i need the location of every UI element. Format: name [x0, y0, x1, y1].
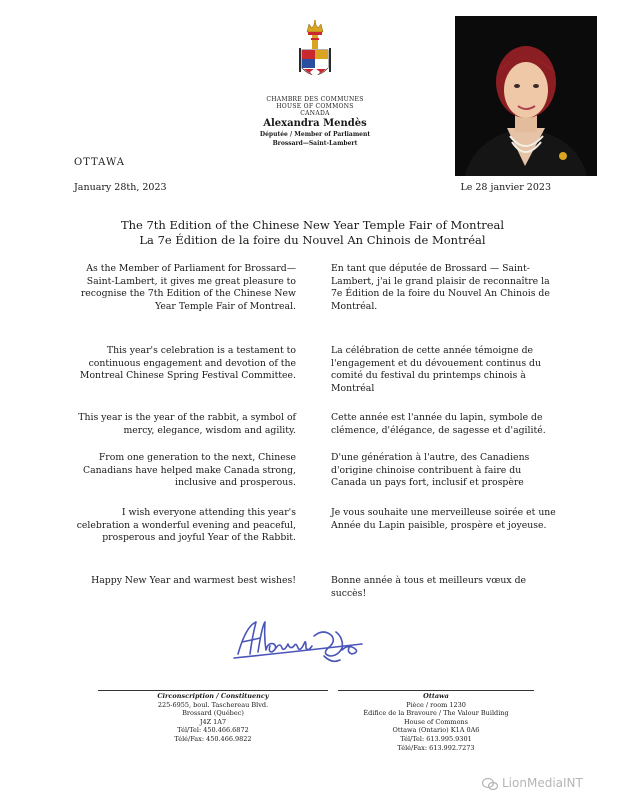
paragraph-english: Happy New Year and warmest best wishes!: [91, 575, 296, 586]
watermark: [482, 776, 583, 791]
footer-line: Télé/Fax: 613.992.7273: [397, 743, 475, 752]
paragraph-french: Cette année est l'année du lapin, symbole de clémence, d'élégance, de sagesse et d'agilité.: [331, 412, 546, 436]
footer-heading: Ottawa: [423, 692, 449, 700]
paragraph-english: This year's celebration is a testament to continuous engagement and devotion of the Montreal Chinese Spring Festival Committee.: [79, 345, 296, 381]
watermark-text: LionMediaINT: [502, 776, 583, 790]
title-french: La 7e Édition de la foire du Nouvel An Chinois de Montréal: [139, 233, 486, 247]
paragraph-french: La célébration de cette année témoigne de l'engagement et du dévouement continus du comité du festival du printemps chinois à Montréal: [331, 345, 541, 394]
paragraph-french: En tant que députée de Brossard — Saint-Lambert, j'ai le grand plaisir de reconnaître la 7e Édition de la foire du Nouvel An Chinois de Montréal.: [331, 263, 550, 312]
country-label: CANADA: [300, 110, 330, 117]
portrait-photo: [455, 16, 597, 176]
footer-line: Ottawa (Ontario) K1A 0A6: [392, 726, 480, 735]
chat-bubble-icon: [482, 777, 498, 791]
house-french-label: CHAMBRE DES COMMUNES: [266, 96, 364, 103]
footer-line: Tél/Tel: 613.995.9301: [400, 734, 472, 743]
footer-divider: [338, 690, 534, 691]
ottawa-office-block: [338, 692, 534, 752]
footer-line: J4Z 1A7: [199, 717, 227, 726]
paragraph-english: As the Member of Parliament for Brossard—Saint-Lambert, it gives me great pleasure to recognise the 7th Edition of the Chinese New Year Temple Fair of Montreal.: [80, 263, 296, 312]
date-english: January 28th, 2023: [74, 182, 167, 193]
royal-coat-of-arms-icon: [298, 18, 332, 86]
house-english-label: HOUSE OF COMMONS: [276, 103, 354, 110]
footer-line: Télé/Fax: 450.466.9822: [174, 734, 252, 743]
paragraph-french: D'une génération à l'autre, des Canadiens d'origine chinoise contribuent à faire du Canada un pays fort, inclusif et prospère: [331, 452, 530, 488]
footer-divider: [98, 690, 328, 691]
mp-role: Députée / Member of Parliament: [259, 131, 371, 138]
city: OTTAWA: [74, 157, 125, 168]
footer-line: Édifice de la Bravoure / The Valour Building: [363, 709, 509, 718]
footer-line: Brossard (Québec): [182, 709, 244, 718]
paragraph-english: This year is the year of the rabbit, a symbol of mercy, elegance, wisdom and agility.: [78, 412, 296, 436]
title-english: The 7th Edition of the Chinese New Year Temple Fair of Montreal: [120, 218, 505, 232]
date-french: Le 28 janvier 2023: [460, 182, 551, 193]
handwritten-signature: [232, 608, 382, 668]
footer-line: 225-6955, boul. Taschereau Blvd.: [157, 700, 269, 709]
footer-line: Pièce / room 1230: [406, 700, 466, 709]
mp-name: Alexandra Mendès: [263, 118, 367, 129]
footer-line: Tél/Tel: 450.466.6872: [177, 726, 249, 735]
riding-name: Brossard—Saint-Lambert: [272, 140, 358, 147]
footer-heading: Circonscription / Constituency: [157, 692, 269, 700]
paragraph-french: Bonne année à tous et meilleurs vœux de succès!: [331, 575, 527, 599]
paragraph-english: I wish everyone attending this year's celebration a wonderful evening and peaceful, prosperous and joyful Year of the Rabbit.: [76, 507, 296, 543]
constituency-office-block: [98, 692, 328, 744]
paragraph-french: Je vous souhaite une merveilleuse soirée et une Année du Lapin paisible, prospère et joyeuse.: [331, 507, 556, 531]
footer-line: House of Commons: [403, 717, 469, 726]
paragraph-english: From one generation to the next, Chinese Canadians have helped make Canada strong, inclusive and prosperous.: [83, 452, 296, 488]
